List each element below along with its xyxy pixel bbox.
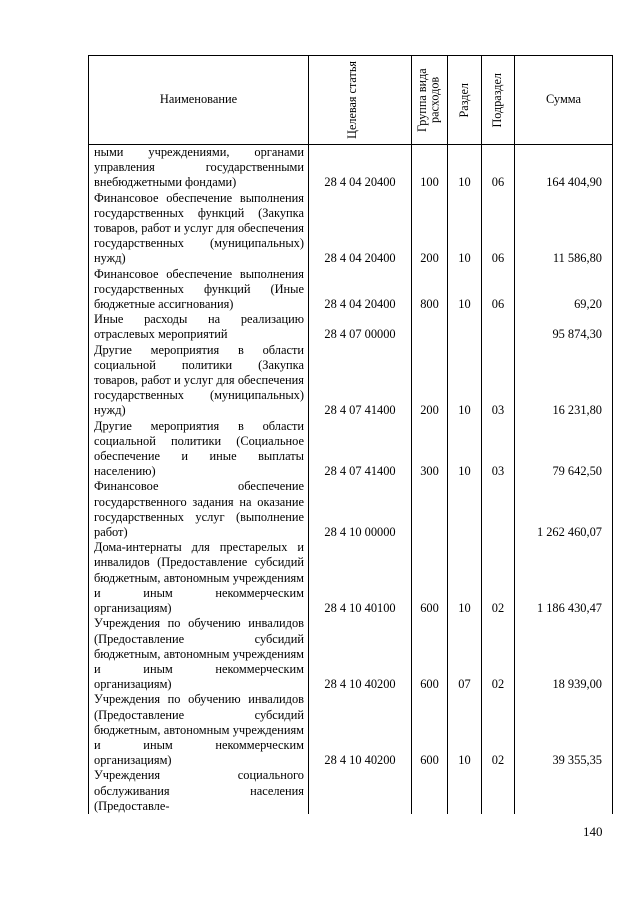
- row-section: [448, 768, 482, 814]
- row-sum: 18 939,00: [515, 616, 613, 692]
- row-section: 10: [448, 145, 482, 191]
- row-section: 10: [448, 343, 482, 419]
- row-name: Другие мероприятия в области социальной политики (Социальное обеспечение и иные выплаты населению): [94, 418, 304, 479]
- row-subsection: [482, 768, 515, 814]
- row-target: 28 4 10 00000: [309, 479, 412, 540]
- row-group: 800: [412, 267, 448, 313]
- row-target: 28 4 07 00000: [309, 312, 412, 342]
- row-sum: 95 874,30: [515, 312, 613, 342]
- row-group: 600: [412, 540, 448, 616]
- row-name: Учреждения по обучению инвалидов (Предоставление субсидий бюджетным, автономным учреждениям и иным некоммерческим организациям): [94, 616, 304, 692]
- row-subsection: 06: [482, 145, 515, 191]
- row-section: 10: [448, 191, 482, 267]
- row-sum: [515, 768, 613, 814]
- row-section: [448, 479, 482, 540]
- row-target: 28 4 04 20400: [309, 145, 412, 191]
- row-name: Другие мероприятия в области социальной политики (Закупка товаров, работ и услуг для обеспечения государственных (муниципальных) нужд): [94, 342, 304, 418]
- row-target: 28 4 07 41400: [309, 419, 412, 480]
- table-row: [89, 540, 613, 616]
- row-subsection: 03: [482, 343, 515, 419]
- header-group: Группа вида расходов: [414, 68, 441, 132]
- header-subsection: Подраздел: [490, 72, 504, 128]
- row-subsection: 02: [482, 692, 515, 768]
- table-row: [89, 267, 613, 313]
- table-row: [89, 419, 613, 480]
- row-target: 28 4 10 40200: [309, 692, 412, 768]
- budget-table: [88, 55, 613, 814]
- row-name: Дома-интернаты для престарелых и инвалидов (Предоставление субсидий бюджетным, автономным учреждениям и иным некоммерческим организациям): [94, 540, 304, 616]
- page-number: 140: [583, 824, 603, 839]
- row-name: Учреждения социального обслуживания населения (Предоставле-: [94, 768, 304, 813]
- row-subsection: [482, 312, 515, 342]
- row-group: 300: [412, 419, 448, 480]
- row-group: [412, 768, 448, 814]
- row-sum: 79 642,50: [515, 419, 613, 480]
- row-group: [412, 479, 448, 540]
- table-row: [89, 692, 613, 768]
- row-subsection: 06: [482, 267, 515, 313]
- row-sum: 1 186 430,47: [515, 540, 613, 616]
- row-section: 10: [448, 692, 482, 768]
- row-name: ными учреждениями, органами управления государственными внебюджетными фондами): [94, 145, 304, 190]
- row-sum: 39 355,35: [515, 692, 613, 768]
- row-sum: 69,20: [515, 267, 613, 313]
- row-subsection: 02: [482, 540, 515, 616]
- row-group: [412, 312, 448, 342]
- row-name: Иные расходы на реализацию отраслевых мероприятий: [94, 312, 304, 342]
- table-row: [89, 479, 613, 540]
- header-sum: Сумма: [515, 56, 613, 145]
- table-row: [89, 312, 613, 342]
- row-group: 600: [412, 616, 448, 692]
- row-name: Учреждения по обучению инвалидов (Предоставление субсидий бюджетным, автономным учреждениям и иным некоммерческим организациям): [94, 692, 304, 768]
- row-section: 10: [448, 267, 482, 313]
- row-subsection: [482, 479, 515, 540]
- row-section: 07: [448, 616, 482, 692]
- row-section: 10: [448, 419, 482, 480]
- table-row: [89, 145, 613, 191]
- table-row: [89, 343, 613, 419]
- row-name: Финансовое обеспечение государственного задания на оказание государственных услуг (выполнение работ): [94, 479, 304, 540]
- table-row: [89, 191, 613, 267]
- row-group: 200: [412, 191, 448, 267]
- row-subsection: 06: [482, 191, 515, 267]
- table-row: [89, 616, 613, 692]
- table-header-row: [89, 56, 613, 145]
- row-name: Финансовое обеспечение выполнения государственных функций (Закупка товаров, работ и услуг для обеспечения государственных (муниципальных) нужд): [94, 190, 304, 266]
- header-name: Наименование: [89, 56, 309, 145]
- row-target: 28 4 10 40200: [309, 616, 412, 692]
- row-sum: 16 231,80: [515, 343, 613, 419]
- row-target: 28 4 04 20400: [309, 267, 412, 313]
- row-target: 28 4 07 41400: [309, 343, 412, 419]
- row-group: 100: [412, 145, 448, 191]
- table-row: [89, 768, 613, 814]
- row-sum: 11 586,80: [515, 191, 613, 267]
- row-subsection: 03: [482, 419, 515, 480]
- row-section: 10: [448, 540, 482, 616]
- row-group: 600: [412, 692, 448, 768]
- row-target: 28 4 04 20400: [309, 191, 412, 267]
- row-sum: 1 262 460,07: [515, 479, 613, 540]
- row-target: [309, 768, 412, 814]
- row-subsection: 02: [482, 616, 515, 692]
- row-group: 200: [412, 343, 448, 419]
- row-sum: 164 404,90: [515, 145, 613, 191]
- row-target: 28 4 10 40100: [309, 540, 412, 616]
- header-target: Целевая статья: [345, 61, 359, 139]
- row-section: [448, 312, 482, 342]
- row-name: Финансовое обеспечение выполнения государственных функций (Иные бюджетные ассигнования): [94, 266, 304, 312]
- header-section: Раздел: [456, 82, 471, 118]
